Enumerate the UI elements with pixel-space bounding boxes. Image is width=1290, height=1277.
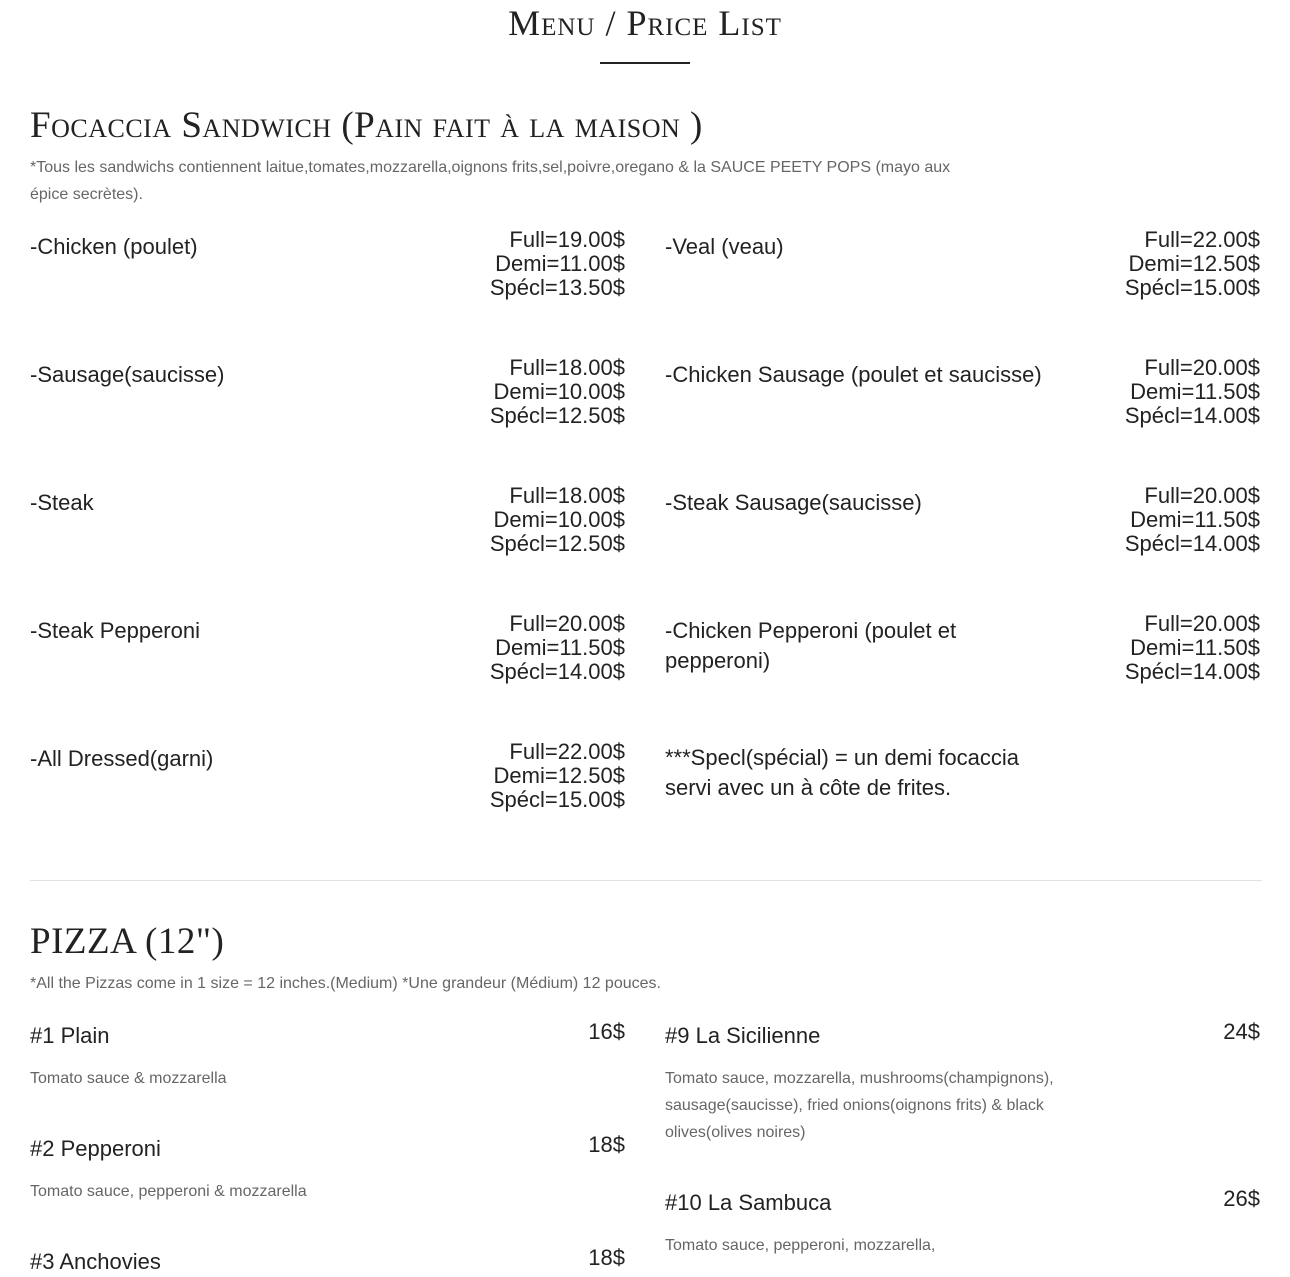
menu-item bbox=[665, 227, 1260, 322]
item-name: -All Dressed(garni) bbox=[30, 746, 214, 771]
price-demi: Demi=11.50$ bbox=[1130, 379, 1260, 404]
item-prices bbox=[1125, 612, 1260, 684]
pizza-description: Tomato sauce, mozzarella, mushrooms(champignons), sausage(saucisse), fried onions(oignons frits) & black olives(olives noires) bbox=[665, 1070, 1054, 1141]
pizza-price: 16$ bbox=[588, 1019, 625, 1044]
price-special: Spécl=14.00$ bbox=[1124, 659, 1260, 684]
price-full: Full=18.00$ bbox=[509, 355, 625, 380]
item-prices bbox=[1125, 356, 1260, 428]
item-prices bbox=[1125, 484, 1260, 556]
item-name: -Sausage(saucisse) bbox=[30, 362, 225, 387]
pizza-note: *All the Pizzas come in 1 size = 12 inches.(Medium) *Une grandeur (Médium) 12 pouces. bbox=[30, 975, 661, 992]
special-note: ***Specl(spécial) = un demi focaccia servi avec un à côte de frites. bbox=[665, 745, 1020, 800]
price-full: Full=22.00$ bbox=[509, 739, 625, 764]
pizza-name: #3 Anchovies bbox=[30, 1249, 161, 1274]
price-special: Spécl=14.00$ bbox=[1124, 531, 1260, 556]
item-name: -Steak Sausage(saucisse) bbox=[665, 490, 922, 515]
menu-item bbox=[30, 739, 625, 834]
title-underline bbox=[600, 62, 690, 64]
item-prices bbox=[490, 228, 625, 300]
item-name: -Chicken Pepperoni (poulet et pepperoni) bbox=[665, 618, 957, 673]
focaccia-heading: Focaccia Sandwich (Pain fait à la maison ) bbox=[30, 105, 703, 146]
item-name: -Steak bbox=[30, 490, 94, 515]
price-full: Full=18.00$ bbox=[509, 483, 625, 508]
price-demi: Demi=10.00$ bbox=[493, 507, 625, 532]
price-full: Full=19.00$ bbox=[509, 227, 625, 252]
item-prices bbox=[490, 484, 625, 556]
pizza-description: Tomato sauce & mozzarella bbox=[30, 1070, 227, 1087]
item-prices bbox=[1125, 228, 1260, 300]
pizza-price: 24$ bbox=[1223, 1019, 1260, 1044]
price-full: Full=22.00$ bbox=[1144, 227, 1260, 252]
pizza-name: #2 Pepperoni bbox=[30, 1136, 161, 1161]
price-special: Spécl=12.50$ bbox=[489, 531, 625, 556]
price-special: Spécl=14.00$ bbox=[1124, 403, 1260, 428]
price-full: Full=20.00$ bbox=[1144, 355, 1260, 380]
price-special: Spécl=12.50$ bbox=[489, 403, 625, 428]
menu-item bbox=[30, 483, 625, 578]
price-demi: Demi=11.50$ bbox=[1130, 635, 1260, 660]
pizza-description: Tomato sauce, pepperoni, mozzarella, bbox=[665, 1237, 936, 1254]
pizza-price: 18$ bbox=[588, 1245, 625, 1270]
pizza-price: 18$ bbox=[588, 1132, 625, 1157]
price-demi: Demi=10.00$ bbox=[493, 379, 625, 404]
page-title: Menu / Price List bbox=[508, 3, 782, 43]
menu-item bbox=[30, 227, 625, 322]
price-full: Full=20.00$ bbox=[509, 611, 625, 636]
pizza-heading: PIZZA (12") bbox=[30, 921, 225, 962]
pizza-name: #10 La Sambuca bbox=[665, 1190, 832, 1215]
pizza-description: Tomato sauce, pepperoni & mozzarella bbox=[30, 1183, 307, 1200]
price-special: Spécl=15.00$ bbox=[489, 787, 625, 812]
pizza-name: #9 La Sicilienne bbox=[665, 1023, 821, 1048]
item-name: -Chicken Sausage (poulet et saucisse) bbox=[665, 362, 1042, 387]
price-demi: Demi=11.00$ bbox=[495, 251, 625, 276]
menu-item bbox=[665, 355, 1260, 450]
price-demi: Demi=11.50$ bbox=[1130, 507, 1260, 532]
price-demi: Demi=12.50$ bbox=[493, 763, 625, 788]
pizza-name: #1 Plain bbox=[30, 1023, 110, 1048]
price-special: Spécl=15.00$ bbox=[1124, 275, 1260, 300]
menu-item bbox=[30, 355, 625, 450]
item-name: -Chicken (poulet) bbox=[30, 234, 198, 259]
price-demi: Demi=11.50$ bbox=[495, 635, 625, 660]
price-full: Full=20.00$ bbox=[1144, 611, 1260, 636]
focaccia-note: *Tous les sandwichs contiennent laitue,tomates,mozzarella,oignons frits,sel,poivre,oregano & la SAUCE PEETY POPS (mayo aux épice secrètes). bbox=[30, 159, 951, 203]
pizza-price: 26$ bbox=[1223, 1186, 1260, 1211]
price-full: Full=20.00$ bbox=[1144, 483, 1260, 508]
price-special: Spécl=14.00$ bbox=[489, 659, 625, 684]
item-prices bbox=[490, 740, 625, 812]
menu-item bbox=[30, 611, 625, 706]
item-prices bbox=[490, 356, 625, 428]
item-name: -Veal (veau) bbox=[665, 234, 784, 259]
section-divider bbox=[30, 880, 1262, 881]
price-special: Spécl=13.50$ bbox=[489, 275, 625, 300]
price-demi: Demi=12.50$ bbox=[1128, 251, 1260, 276]
item-name: -Steak Pepperoni bbox=[30, 618, 200, 643]
item-prices bbox=[490, 612, 625, 684]
menu-item bbox=[665, 483, 1260, 578]
menu-item bbox=[665, 611, 1260, 706]
